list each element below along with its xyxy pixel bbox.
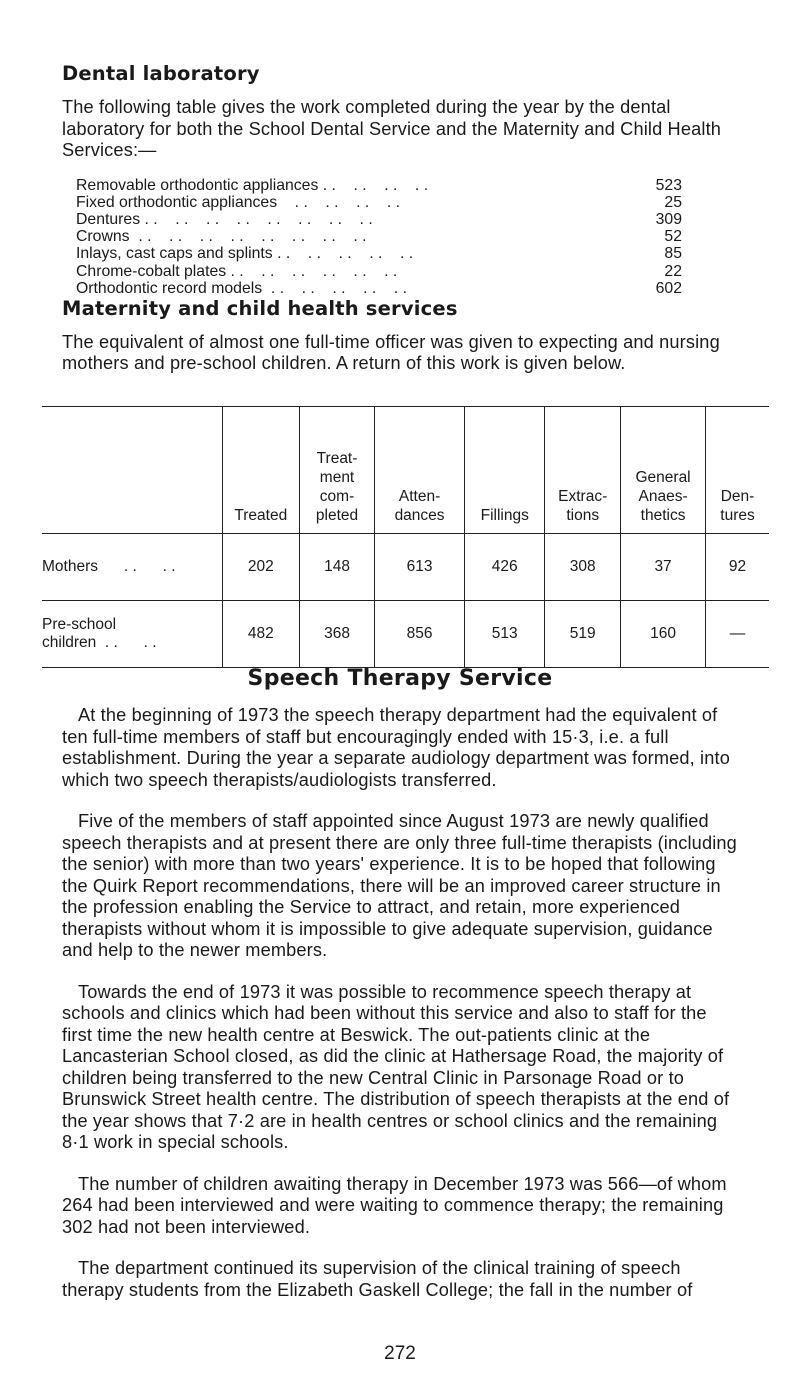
lab-item-leader: . . . . . . . . . . . . — [226, 262, 398, 280]
lab-item-leader: . . . . . . . . — [277, 193, 400, 211]
table-row — [42, 534, 769, 601]
lab-item-value: 523 — [655, 176, 682, 194]
mch-table-cell: 513 — [465, 601, 545, 668]
mch-col-header: General Anaes- thetics — [621, 407, 706, 534]
mch-table-cell: 37 — [621, 534, 706, 601]
speech-section — [62, 705, 740, 1321]
mch-col-header: Den- tures — [706, 407, 770, 534]
lab-list-item — [76, 228, 682, 245]
page-number: 272 — [384, 1343, 416, 1364]
mch-table-cell: 613 — [374, 534, 464, 601]
lab-item-label: Fixed orthodontic appliances — [76, 193, 278, 211]
lab-item-leader: . . . . . . . . . . . . . . . . — [140, 210, 373, 228]
lab-list-item — [76, 245, 682, 262]
lab-list-item — [76, 194, 682, 211]
lab-item-label: Chrome-cobalt plates — [76, 262, 227, 280]
lab-item-label: Orthodontic record models — [76, 279, 263, 297]
speech-paragraph: The number of children awaiting therapy in December 1973 was 566—of whom 264 had been interviewed and were waiting to commence therapy; the remaining 302 had not been interviewed. — [62, 1173, 727, 1237]
speech-paragraph: Towards the end of 1973 it was possible to recommence speech therapy at schools and clinics which had been without this service and also to staff for the first time the new health centre at Beswick. The out-patients clinic at the Lancasterian School closed, as did the clinic at Hathersage Road, the majority of children being transferred to the new Central Clinic in Parsonage Road or to Brunswick Street health centre. The distribution of speech therapists at the end of the year shows that 7·2 are in health centres or school clinics and the remaining 8·1 work in special schools. — [62, 981, 730, 1152]
mch-row-label: Mothers . . . . — [42, 558, 176, 575]
mch-table-cell: 519 — [545, 601, 621, 668]
mch-table-cell: 148 — [300, 534, 375, 601]
mch-table-cell: 92 — [706, 534, 770, 601]
mch-col-header: Treat- ment com- pleted — [300, 407, 375, 534]
speech-paragraph: Five of the members of staff appointed since August 1973 are newly qualified speech therapists and at present there are only three full-time therapists (including the senior) with more than two years' experience. It is to be hoped that following the Quirk Report recommendations, there will be an improved career structure in the profession enabling the Service to attract, and retain, more experienced therapists without whom it is impossible to give adequate supervision, guidance and help to the newer members. — [62, 811, 737, 960]
lab-list-item — [76, 177, 682, 194]
lab-list-item — [76, 280, 682, 297]
mch-table-cell: — — [706, 601, 770, 668]
lab-item-label: Crowns — [76, 228, 130, 246]
lab-item-value: 85 — [664, 245, 682, 263]
lab-item-label: Inlays, cast caps and splints — [76, 245, 273, 263]
mch-table-corner — [42, 407, 222, 534]
lab-item-leader: . . . . . . . . — [318, 176, 429, 194]
mch-table-cell: 160 — [621, 601, 706, 668]
mch-table-cell: 308 — [545, 534, 621, 601]
mch-row-label: Pre-school children . . . . — [42, 616, 157, 651]
mch-table-cell: 202 — [222, 534, 300, 601]
mch-table-header-row — [42, 407, 769, 534]
mch-col-header: Fillings — [465, 407, 545, 534]
dental-lab-section — [62, 62, 742, 375]
mch-intro: The equivalent of almost one full-time officer was given to expecting and nursing mothers and pre-school children. A return of this work is given below. — [62, 331, 720, 374]
lab-item-value: 25 — [664, 193, 682, 211]
lab-item-label: Dentures — [76, 210, 141, 228]
mch-heading: Maternity and child health services — [62, 296, 458, 320]
mch-col-header: Treated — [222, 407, 300, 534]
mch-table-cell: 482 — [222, 601, 300, 668]
speech-heading: Speech Therapy Service — [247, 666, 553, 691]
dental-lab-list — [76, 177, 682, 297]
lab-item-value: 22 — [664, 262, 682, 280]
mch-col-header: Extrac- tions — [545, 407, 621, 534]
mch-table-cell: 856 — [374, 601, 464, 668]
dental-lab-heading: Dental laboratory — [62, 62, 260, 85]
lab-item-label: Removable orthodontic appliances — [76, 176, 319, 194]
lab-item-value: 309 — [655, 210, 682, 228]
table-row — [42, 601, 769, 668]
lab-list-item — [76, 211, 682, 228]
mch-table-cell: 368 — [300, 601, 375, 668]
lab-item-leader: . . . . . . . . . . . . . . . . — [129, 228, 367, 246]
speech-paragraph: At the beginning of 1973 the speech therapy department had the equivalent of ten full-time members of staff but encouragingly ended with 15·3, i.e. a full establishment. During the year a separate audiology department was formed, into which two speech therapists/audiologists transferred. — [62, 705, 730, 790]
lab-item-leader: . . . . . . . . . . — [262, 279, 407, 297]
dental-lab-intro: The following table gives the work completed during the year by the dental laboratory for both the School Dental Service and the Maternity and Child Health Services:— — [62, 97, 722, 160]
mch-table — [42, 406, 769, 668]
lab-list-item — [76, 263, 682, 280]
mch-table-cell: 426 — [465, 534, 545, 601]
lab-item-leader: . . . . . . . . . . — [272, 245, 414, 263]
speech-paragraph: The department continued its supervision of the clinical training of speech therapy students from the Elizabeth Gaskell College; the fall in the number of — [62, 1258, 693, 1300]
lab-item-value: 602 — [655, 279, 682, 297]
mch-col-header: Atten- dances — [374, 407, 464, 534]
lab-item-value: 52 — [664, 228, 682, 246]
